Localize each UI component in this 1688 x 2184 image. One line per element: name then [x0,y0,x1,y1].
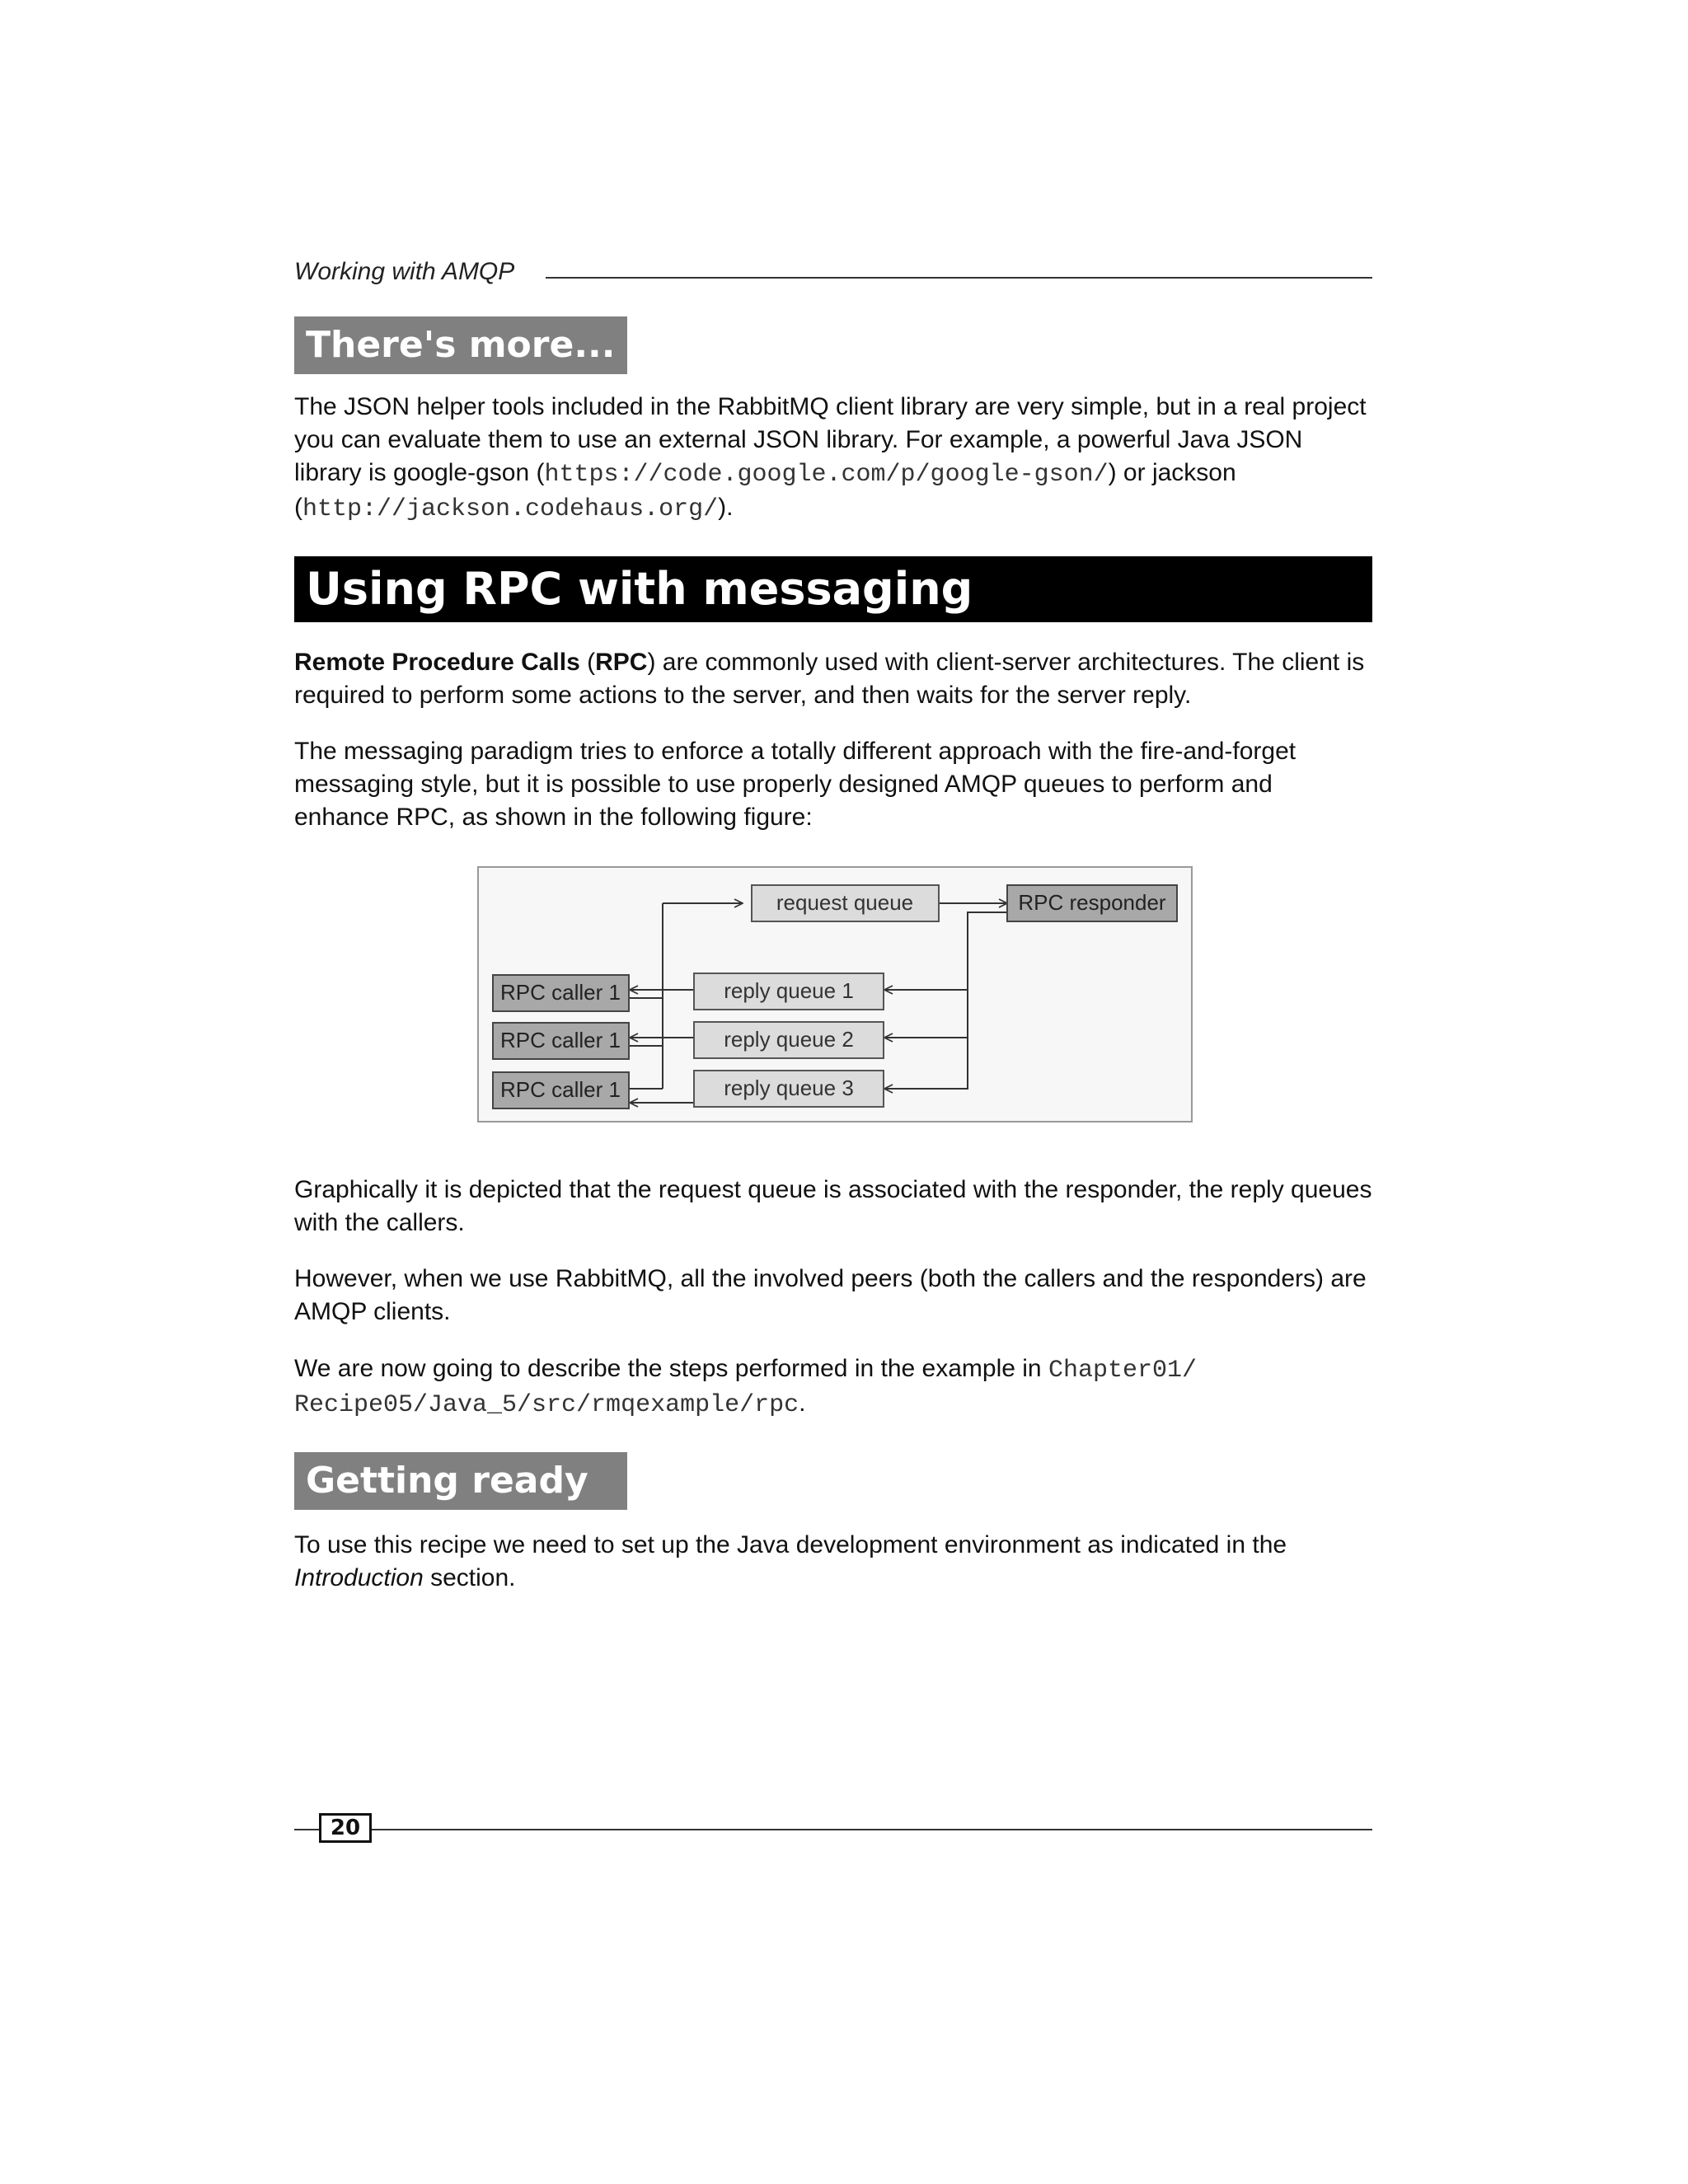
reply-queue-box [694,1071,884,1107]
rpc-responder-box [1007,885,1177,921]
paragraph-graphically: Graphically it is depicted that the request queue is associated with the responder, the reply queues with the callers. [294,1176,1372,1236]
running-header [294,258,1372,294]
rpc-caller-label: RPC caller 1 [500,980,621,1005]
request-queue-box [752,885,939,921]
rpc-caller-label: RPC caller 1 [500,1028,621,1052]
text-span: . [799,1390,806,1417]
reply-queue-box [694,1022,884,1058]
request-queue-label: request queue [776,890,914,915]
text-span: ). [718,494,734,521]
rpc-caller-box [493,1023,629,1059]
page-footer [294,1813,1372,1846]
url-jackson: http://jackson.codehaus.org/ [302,495,719,523]
text-span: ) or jackson ( [294,459,1236,521]
rpc-responder-label: RPC responder [1018,890,1166,915]
text-span: ( [579,649,596,676]
header-rule [546,277,1372,279]
url-google-gson: https://code.google.com/p/google-gson/ [544,461,1109,489]
rpc-diagram [477,866,1193,1122]
term-introduction: Introduction [294,1564,424,1591]
rpc-figure [477,866,1193,1122]
running-title: Working with AMQP [294,258,515,285]
paragraph-getting-ready [294,1529,1372,1595]
term-remote-procedure-calls: Remote Procedure Calls [294,649,580,676]
paragraph-messaging-paradigm: The messaging paradigm tries to enforce a totally different approach with the fire-and-forget messaging style, but it is possible to use properly designed AMQP queues to perform and enhance RPC, as shown in the following figure: [294,738,1296,831]
reply-queue-label: reply queue 1 [724,978,854,1003]
code-path: Chapter01/ Recipe05/Java_5/src/rmqexample/rpc [294,1357,1197,1419]
paragraph-steps [294,1352,1372,1422]
reply-queue-label: reply queue 2 [724,1027,854,1052]
text-span: We are now going to describe the steps performed in the example in [294,1355,1048,1382]
rpc-caller-box [493,1072,629,1108]
text-span: section. [423,1564,516,1591]
text-span: To use this recipe we need to set up the Java development environment as indicated in the [294,1531,1287,1558]
heading-theres-more: There's more... [294,316,627,374]
heading-getting-ready: Getting ready [294,1452,627,1510]
reply-queue-label: reply queue 3 [724,1076,854,1100]
heading-using-rpc: Using RPC with messaging [294,556,1372,622]
text-span: ) are commonly used with client-server architectures. The client is required to perform some actions to the server, and then waits for the server reply. [294,649,1365,709]
reply-queue-box [694,973,884,1010]
footer-rule [294,1829,1372,1830]
paragraph-rpc-intro [294,646,1372,712]
rpc-caller-box [493,975,629,1011]
rpc-caller-label: RPC caller 1 [500,1077,621,1102]
paragraph-however: However, when we use RabbitMQ, all the involved peers (both the callers and the responders) are AMQP clients. [294,1265,1367,1325]
page-number: 20 [319,1813,372,1843]
term-rpc: RPC [595,649,648,676]
paragraph-theres-more [294,391,1372,526]
text-span: The JSON helper tools included in the RabbitMQ client library are very simple, but in a real project you can evaluate them to use an external JSON library. For example, a powerful Java JSON library is google-gson ( [294,393,1367,486]
